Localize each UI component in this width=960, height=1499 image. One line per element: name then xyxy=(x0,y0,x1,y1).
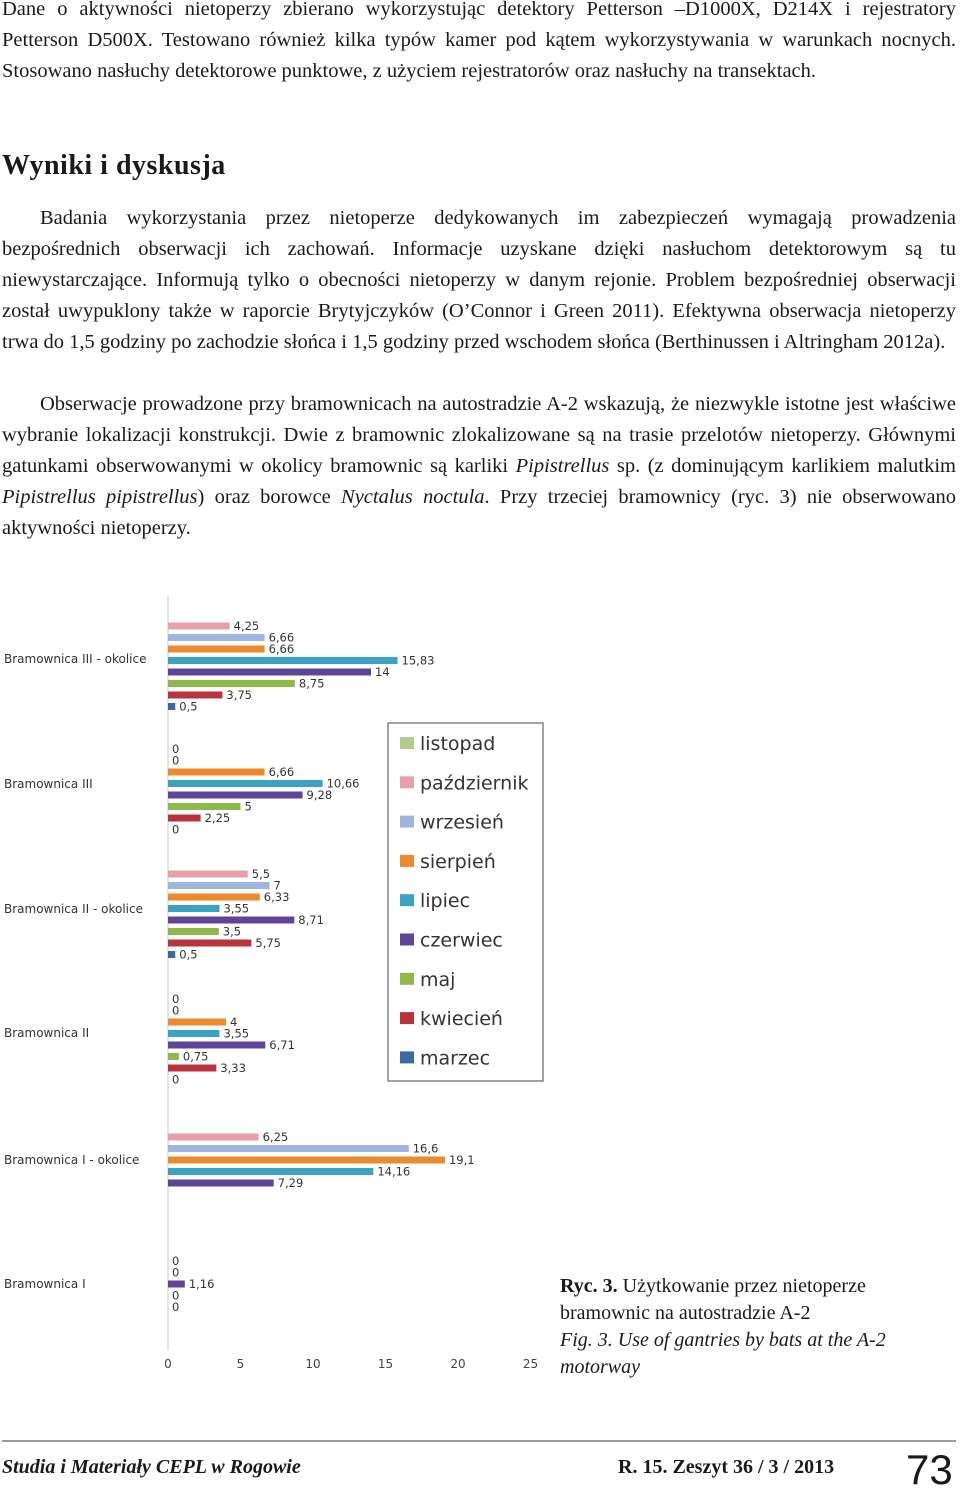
legend-item: wrzesień xyxy=(420,811,504,834)
issue-info: R. 15. Zeszyt 36 / 3 / 2013 xyxy=(618,1456,835,1478)
observations-text-d: . Przy trzeciej bramownicy (ryc. 3) nie obserwowano aktywności nietoperzy. xyxy=(2,486,956,539)
results-paragraph: Badania wykorzystania przez nietoperze dedykowanych im zabezpieczeń wymagają prowadzenia bezpośrednich obserwacji ich zachowań. Informacje uzyskane dzięki nasłuchom detektorowym są tu niewystarczające. Informują tylko o obecności nietoperzy w danym rejonie. Problem bezpośredniej obserwacji został uwypuklony także w raporcie Brytyjczyków (O’Connor i Green 2011). Efektywna obserwacja nietoperzy trwa do 1,5 godziny po zachodzie słońca i 1,5 godziny przed wschodem słońca (Berthinussen i Altringham 2012a). xyxy=(2,207,956,353)
legend-swatch xyxy=(400,855,414,867)
intro-paragraph: Dane o aktywności nietoperzy zbierano wykorzystując detektory Petterson –D1000X, D214X i rejestratory Petterson D500X. Testowano również kilka typów kamer pod kątem wykorzystywania w warunkach nocnych. Stosowano nasłuchy detektorowe punktowe, z użyciem rejestratorów oraz nasłuchy na transektach. xyxy=(2,0,956,82)
legend-item: czerwiec xyxy=(420,929,503,952)
bar xyxy=(168,1019,226,1026)
data-label: 8,75 xyxy=(298,676,325,691)
bar xyxy=(168,951,175,958)
bar xyxy=(168,1157,445,1164)
footer-divider xyxy=(2,1440,956,1442)
caption-figure-number: Ryc. 3. xyxy=(560,1275,618,1297)
figure-caption xyxy=(560,1273,950,1381)
bar xyxy=(168,780,323,787)
category-label: Bramownica II - okolice xyxy=(4,902,143,916)
caption-english: Fig. 3. Use of gantries by bats at the A-2 motorway xyxy=(560,1329,886,1378)
bar xyxy=(168,669,371,676)
bar xyxy=(168,657,398,664)
observations-text-c: ) oraz borowce xyxy=(197,486,342,508)
data-label: 19,1 xyxy=(448,1153,475,1167)
bar xyxy=(168,634,265,641)
legend-item: kwiecień xyxy=(420,1008,503,1031)
data-label: 0 xyxy=(172,992,180,1006)
bar xyxy=(168,1053,179,1060)
data-label: 0 xyxy=(172,742,180,756)
data-label: 6,25 xyxy=(262,1130,289,1144)
data-label: 7,29 xyxy=(277,1176,304,1190)
data-label: 5,75 xyxy=(255,936,281,950)
data-label: 0,5 xyxy=(179,947,198,962)
category-label: Bramownica III xyxy=(4,777,93,791)
x-tick-label: 10 xyxy=(305,1357,321,1371)
data-label: 3,55 xyxy=(223,1026,250,1041)
bar xyxy=(168,1042,265,1049)
legend-swatch xyxy=(400,737,414,749)
data-label: 1,16 xyxy=(188,1277,215,1291)
bar xyxy=(168,1145,409,1152)
bar xyxy=(168,940,251,947)
bar xyxy=(168,703,175,710)
category-label: Bramownica II xyxy=(4,1026,90,1040)
x-tick-label: 15 xyxy=(377,1357,394,1371)
data-label: 0 xyxy=(172,753,180,768)
species-nyctalus-noctula: Nyctalus noctula xyxy=(341,486,485,508)
data-label: 14,16 xyxy=(377,1164,411,1179)
data-label: 7 xyxy=(273,878,281,893)
observations-text-a: Obserwacje prowadzone przy bramownicach na autostradzie A-2 wskazują, że niezwykle istotne jest właściwe wybranie lokalizacji konstrukcji. Dwie z bramownic zlokalizowane są na trasie przelotów nietoperzy. Głównymi gatunkami obserwowanymi w okolicy bramownic są karliki xyxy=(2,393,956,477)
data-label: 15,83 xyxy=(401,653,435,668)
journal-name: Studia i Materiały CEPL w Rogowie xyxy=(2,1456,301,1478)
data-label: 3,33 xyxy=(220,1061,246,1075)
legend-swatch xyxy=(400,776,414,788)
data-label: 4,25 xyxy=(233,619,260,633)
data-label: 0,5 xyxy=(179,699,198,714)
data-label: 0 xyxy=(172,1003,180,1018)
legend-item: marzec xyxy=(420,1047,491,1070)
data-label: 0,75 xyxy=(182,1049,209,1064)
bar xyxy=(168,769,265,776)
legend-swatch xyxy=(400,973,414,985)
bar xyxy=(168,623,230,630)
data-label: 8,71 xyxy=(298,913,324,927)
data-label: 3,75 xyxy=(226,688,252,702)
data-label: 2,25 xyxy=(204,811,231,825)
data-label: 14 xyxy=(375,665,390,679)
bar xyxy=(168,1281,185,1288)
bar xyxy=(168,815,201,822)
data-label: 0 xyxy=(172,1300,180,1314)
legend-item: sierpień xyxy=(420,850,496,873)
species-pipistrellus-pipistrellus: Pipistrellus pipistrellus xyxy=(2,486,198,508)
category-label: Bramownica III - okolice xyxy=(4,652,147,666)
legend-swatch xyxy=(400,934,414,946)
bar xyxy=(168,1030,219,1037)
data-label: 6,66 xyxy=(268,630,295,645)
caption-polish-text: Użytkowanie przez nietoperze bramownic na autostradzie A-2 xyxy=(560,1275,866,1324)
data-label: 6,33 xyxy=(263,890,290,904)
page-number: 73 xyxy=(906,1446,953,1493)
section-heading: Wyniki i dyskusja xyxy=(2,150,226,181)
data-label: 4 xyxy=(230,1015,238,1029)
legend-swatch xyxy=(400,1012,414,1024)
category-label: Bramownica I xyxy=(4,1277,86,1291)
bar xyxy=(168,692,222,699)
legend-item: listopad xyxy=(420,733,496,755)
legend-item: lipiec xyxy=(420,890,471,913)
bar xyxy=(168,905,219,912)
data-label: 0 xyxy=(172,1265,180,1280)
bar xyxy=(168,917,294,924)
data-label: 0 xyxy=(172,1288,180,1303)
legend-item: październik xyxy=(420,772,529,795)
legend-swatch xyxy=(400,894,414,906)
caption-polish xyxy=(560,1273,950,1327)
x-tick-label: 5 xyxy=(236,1357,245,1371)
bar xyxy=(168,1065,216,1072)
bar-chart xyxy=(0,590,560,1380)
bar xyxy=(168,792,303,799)
bar xyxy=(168,803,241,810)
bar xyxy=(168,928,219,935)
data-label: 16,6 xyxy=(412,1141,439,1156)
bar xyxy=(168,871,248,878)
bar xyxy=(168,882,270,889)
data-label: 6,66 xyxy=(268,765,295,779)
data-label: 0 xyxy=(172,822,180,837)
bar xyxy=(168,680,295,687)
legend-swatch xyxy=(400,1051,414,1063)
observations-paragraph xyxy=(2,389,956,544)
data-label: 3,5 xyxy=(222,924,242,939)
bar xyxy=(168,894,260,901)
data-label: 5,5 xyxy=(251,867,271,881)
data-label: 10,66 xyxy=(326,776,360,791)
data-label: 6,71 xyxy=(269,1038,295,1052)
category-label: Bramownica I - okolice xyxy=(4,1153,140,1167)
data-label: 3,55 xyxy=(223,901,250,916)
bar xyxy=(168,1134,259,1141)
data-label: 9,28 xyxy=(306,788,333,802)
legend-swatch xyxy=(400,816,414,828)
bar xyxy=(168,646,265,653)
data-label: 6,66 xyxy=(268,642,295,656)
data-label: 0 xyxy=(172,1254,180,1268)
x-tick-label: 25 xyxy=(522,1357,539,1371)
data-label: 0 xyxy=(172,1072,180,1087)
observations-text-b: sp. (z dominującym karlikiem malutkim xyxy=(609,455,956,477)
bar xyxy=(168,1168,373,1175)
species-pipistrellus: Pipistrellus xyxy=(515,455,610,477)
bar xyxy=(168,1180,274,1187)
legend-item: maj xyxy=(420,968,456,991)
data-label: 5 xyxy=(244,799,252,814)
x-tick-label: 20 xyxy=(450,1357,466,1371)
x-tick-label: 0 xyxy=(164,1357,172,1371)
